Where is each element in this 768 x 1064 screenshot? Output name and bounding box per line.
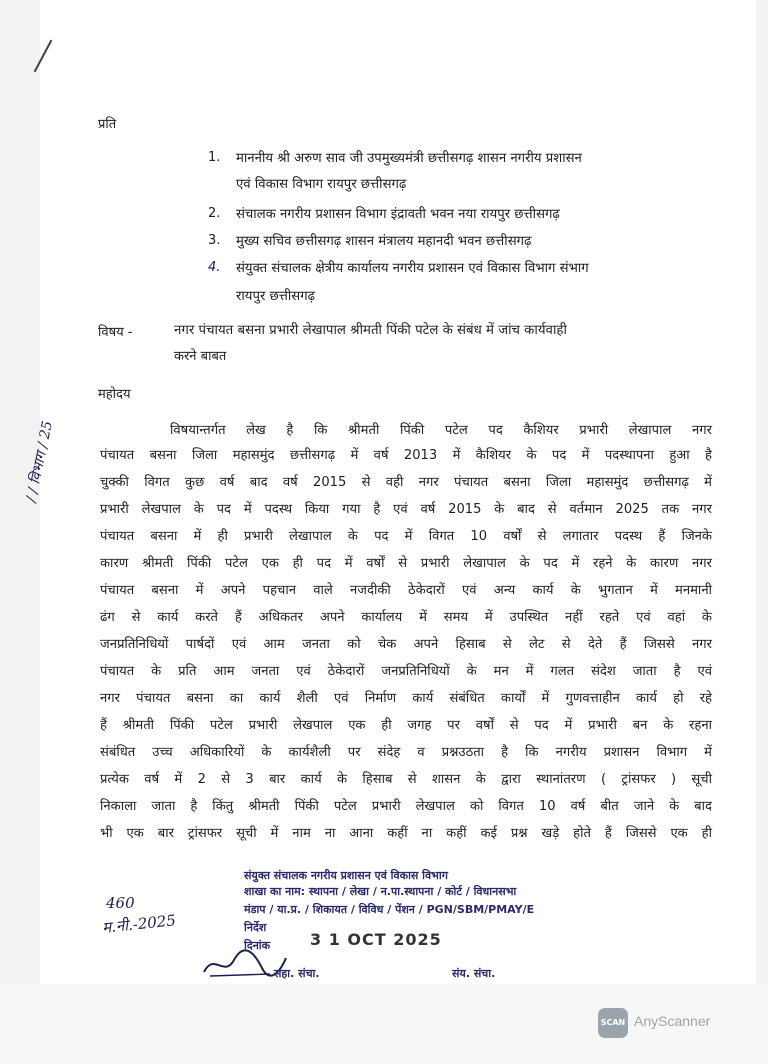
stamp-sign-right: संय. संचा. <box>452 967 496 980</box>
prati-label: प्रति <box>98 117 117 132</box>
body-line: प्रभारी लेखपाल के पद में पदस्थ किया गया है एवं वर्ष 2015 के बाद से वर्तमान 2025 तक नगर <box>100 502 712 517</box>
body-line: जनप्रतिनिधियों पार्षदों एवं आम जनता को चेक अपने हिसाब से लेट से देते हैं जिससे नगर <box>100 637 712 652</box>
body-line: नगर पंचायत बसना का कार्य शैली एवं निर्माण कार्य संबंधित कार्यों में गुणवत्ताहीन कार्य हो रहे <box>100 691 712 706</box>
body-line: संबंधित उच्च अधिकारियों के कार्यशैली पर संदेह व प्रश्नउठता है कि नगरीय प्रशासन विभाग में <box>100 745 712 760</box>
salutation: महोदय <box>98 387 131 402</box>
scanner-logo-icon: SCAN <box>598 1008 628 1038</box>
stamp-direction-label: निर्देश <box>244 921 267 934</box>
body-line: हैं श्रीमती पिंकी पटेल प्रभारी लेखपाल एक ही जगह पर वर्षों से पद में प्रभारी बन के रहना <box>100 718 712 733</box>
stamp-date: 3 1 OCT 2025 <box>310 930 442 949</box>
inward-number: 460 <box>106 894 135 912</box>
body-line: चुक्की विगत कुछ वर्ष बाद वर्ष 2015 से वही नगर पंचायत बसना जिला महासमुंद छत्तीसगढ़ में <box>100 475 712 490</box>
addressee-line: मुख्य सचिव छत्तीसगढ़ शासन मंत्रालय महानदी भवन छत्तीसगढ़ <box>236 234 532 249</box>
addressee-line: रायपुर छत्तीसगढ़ <box>236 289 316 304</box>
stamp-sign-left: सहा. संचा. <box>274 967 320 980</box>
body-line: पंचायत बसना में अपने पहचान वाले नजदीकी ठेकेदारों एवं अन्य कार्य के भुगतान में मनमानी <box>100 583 712 598</box>
addressee-line: संचालक नगरीय प्रशासन विभाग इंद्रावती भवन नया रायपुर छत्तीसगढ़ <box>236 207 560 222</box>
inward-date: म.नी.-2025 <box>101 911 177 937</box>
stamp-office-name: संयुक्त संचालक नगरीय प्रशासन एवं विकास विभाग <box>244 869 448 882</box>
addressee-number: 1. <box>208 150 221 165</box>
addressee-number: 4. <box>208 260 221 275</box>
subject-line: नगर पंचायत बसना प्रभारी लेखापाल श्रीमती पिंकी पटेल के संबंध में जांच कार्यवाही <box>174 323 567 338</box>
scanner-brand: AnyScanner <box>634 1013 711 1029</box>
body-line: पंचायत बसना में ही प्रभारी लेखापाल के पद में विगत 10 वर्षों से लगातार पदस्थ हैं जिनके <box>100 529 712 544</box>
body-line: पंचायत के प्रति आम जनता एवं ठेकेदारों जनप्रतिनिधियों के मन में गलत संदेश जाता है एवं <box>100 664 712 679</box>
body-line: ढंग से कार्य करते हैं अधिकतर अपने कार्यालय में समय में उपस्थित नहीं रहते एवं वहां के <box>100 610 712 625</box>
addressee-line: एवं विकास विभाग रायपुर छत्तीसगढ़ <box>236 177 407 192</box>
body-line: कारण श्रीमती पिंकी पटेल एक ही पद में वर्षों से प्रभारी लेखापाल के पद में रहने के कारण नगर <box>100 556 712 571</box>
stamp-branch-line: शाखा का नाम: स्थापना / लेखा / न.पा.स्थापना / कोर्ट / विधानसभा <box>244 885 517 898</box>
stamp-date-label: दिनांक <box>244 939 271 952</box>
body-line: प्रत्येक वर्ष में 2 से 3 बार कार्य के हिसाब से शासन के द्वारा स्थानांतरण ( ट्रांसफर ) सूची <box>100 772 712 787</box>
body-line: भी एक बार ट्रांसफर सूची में नाम ना आना कहीं ना कहीं कई प्रश्न खड़े होते हैं जिससे एक ही <box>100 826 712 841</box>
body-line: विषयान्तर्गत लेख है कि श्रीमती पिंकी पटेल पद कैशियर प्रभारी लेखापाल नगर <box>170 423 712 438</box>
addressee-number: 2. <box>208 206 221 221</box>
body-line: निकाला जाता है किंतु श्रीमती पिंकी पटेल प्रभारी लेखपाल को विगत 10 वर्ष बीत जाने के बाद <box>100 799 712 814</box>
body-line: पंचायत बसना जिला महासमुंद छत्तीसगढ़ में वर्ष 2013 में कैशियर के पद में पदस्थापना हुआ है <box>100 448 712 463</box>
addressee-number: 3. <box>208 233 221 248</box>
document-page <box>23 0 756 984</box>
office-stamp <box>200 868 720 984</box>
subject-label: विषय - <box>98 325 133 340</box>
pen-mark <box>34 40 53 73</box>
margin-handwritten-note: / / विभाग / 25 <box>23 419 57 504</box>
subject-line: करने बाबत <box>174 349 227 364</box>
addressee-line: माननीय श्री अरुण साव जी उपमुख्यमंत्री छत्तीसगढ़ शासन नगरीय प्रशासन <box>236 151 582 166</box>
stamp-section-line: मंडाप / या.प्र. / शिकायत / विविध / पेंशन / PGN/SBM/PMAY/E <box>244 903 535 916</box>
addressee-line: संयुक्त संचालक क्षेत्रीय कार्यालय नगरीय प्रशासन एवं विकास विभाग संभाग <box>236 261 589 276</box>
